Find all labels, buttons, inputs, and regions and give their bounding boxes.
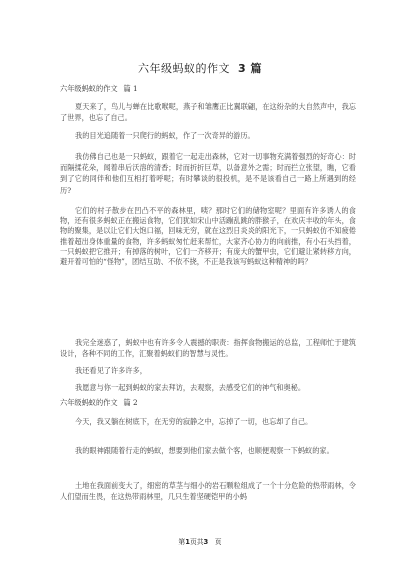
paragraph-8: 今天，我又躺在树底下，在无穷的寂静之中，忘掉了一切，也忘却了自己。 (75, 417, 313, 426)
title-text: 六年级蚂蚁的作文 (138, 62, 230, 75)
paragraph-7: 我愿意与你一起到蚂蚁的家去拜访，去观察，去感受它们的神气和奥秘。 (75, 383, 306, 392)
paragraph-5: 我完全迷惑了，蚂蚁中也有许多令人震撼的职责：指挥食物搬运的总监，工程师忙于建筑设计，各种不同的工作，汇聚着蚂蚁们的智慧与灵性。 (60, 338, 356, 359)
page-footer (0, 536, 400, 546)
title-count: 3 篇 (238, 62, 262, 75)
section-heading-2 (60, 398, 138, 408)
paragraph-1: 夏天来了，鸟儿与蝉在比歌喉呢，燕子和雏鹰正比翼联翩，在这纷杂的大自然声中，我忘了世界，也忘了自己。 (60, 102, 356, 123)
footer-page-number: 1 (185, 538, 190, 546)
section-part: 篇 2 (123, 398, 138, 407)
section-heading-1 (60, 84, 138, 94)
paragraph-3: 我仿佛自己也是一只蚂蚁，跟着它一起走出森林，它对一切事物充满着强烈的好奇心：时而隔揉花朵，闻着串后沃溶的清香；时而折折巨草，以备意外之需；时而拦立张望，瞧，它看到了它的同伴和他们互相打着呼呢；有时攀谈的很投机，是不是该看自己一路上所遇到的经历? (60, 152, 356, 195)
document-title (0, 60, 400, 76)
section-part: 篇 1 (123, 84, 138, 93)
footer-mid: 页共 (189, 538, 204, 546)
paragraph-2: 我的目光追随着一只爬行的蚂蚁，作了一次奇异的游历。 (75, 131, 255, 140)
footer-total-pages: 3 (203, 538, 209, 546)
paragraph-9: 我的眼神跟随着行走的蚂蚁，想要到他们家去做个客，也顺便观察一下蚂蚁的家。 (75, 446, 334, 455)
section-label: 六年级蚂蚁的作文 (60, 398, 118, 407)
paragraph-4: 它们的村子散步在凹凸不平的森林里，咦？那时它们的储物室呢？里面有许多诱人的食物，还有很多蚂蚁正在搬运食物，它们犹如宋山中活蹦乱跳的胖猴子，在欢庆丰收的年头，食物的聚集，是以让它们大饱口福，回味无穷，就在这烈日炎炎的阳光下，一只蚂蚁仿不知疲倦推着超出身体重量的食物，许多蚂蚁匆忙赶来帮忙，大家齐心协力的向前推，有小石头挡着，一只蚂蚁把它推开；有掉落的树叶，它们一齐移开；有庞大的蟹甲虫，它们避让紧转移方向，避开着可怕的“怪物”，团结互助、不依不挠，不正是我该写蚂蚁这种精神的吗？ (60, 206, 356, 267)
footer-suffix: 页 (214, 538, 222, 546)
section-label: 六年级蚂蚁的作文 (60, 84, 118, 93)
paragraph-10: 土地在我面前变大了，细密的草茎与细小的岩石颗粒组成了一个十分危险的热带雨林，令人们望而生畏，在这热带雨林里，几只生着坚硬铠甲的小蚂 (60, 481, 356, 502)
paragraph-6: 我还看见了许多许多， (75, 366, 147, 375)
footer-prefix: 第 (178, 538, 186, 546)
